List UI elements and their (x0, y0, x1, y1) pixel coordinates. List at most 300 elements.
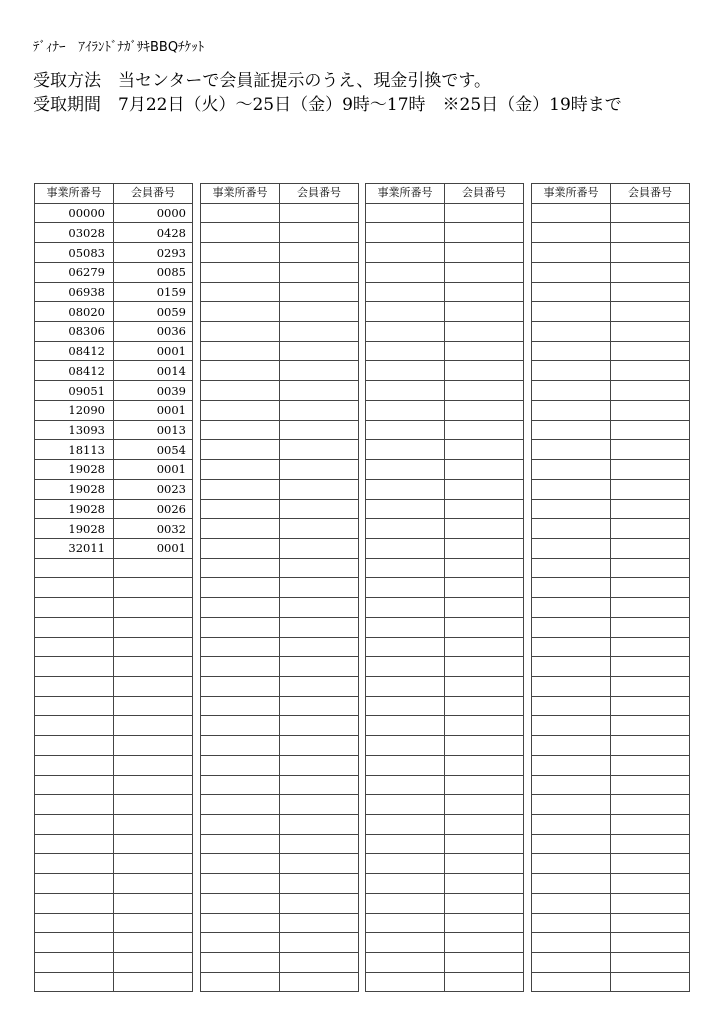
member-number-cell (114, 953, 193, 973)
table-row (366, 558, 524, 578)
office-number-cell (366, 519, 445, 539)
member-number-cell (280, 676, 359, 696)
office-number-cell (35, 558, 114, 578)
member-number-cell (445, 282, 524, 302)
member-number-cell: 0159 (114, 282, 193, 302)
office-number-cell (532, 243, 611, 263)
office-number-cell (35, 657, 114, 677)
member-number-cell: 0039 (114, 381, 193, 401)
table-row (201, 479, 359, 499)
table-row (532, 716, 690, 736)
table-row (366, 913, 524, 933)
table-row (532, 854, 690, 874)
office-number-cell: 19028 (35, 479, 114, 499)
document-title: ﾃﾞｨﾅｰ ｱｲﾗﾝﾄﾞﾅｶﾞｻｷBBQﾁｹｯﾄ (33, 40, 205, 55)
member-number-cell (114, 617, 193, 637)
table-row (532, 400, 690, 420)
member-number-cell: 0001 (114, 341, 193, 361)
office-number-cell (366, 223, 445, 243)
table-row (35, 578, 193, 598)
office-number-cell (201, 322, 280, 342)
table-row (532, 243, 690, 263)
member-number-cell (445, 617, 524, 637)
table-row (532, 578, 690, 598)
office-number-cell (201, 617, 280, 637)
member-number-cell (280, 302, 359, 322)
table-row (201, 578, 359, 598)
member-number-cell (280, 361, 359, 381)
office-number-cell (366, 400, 445, 420)
member-number-cell (280, 953, 359, 973)
office-number-cell (201, 736, 280, 756)
office-number-cell (532, 302, 611, 322)
member-number-cell (611, 538, 690, 558)
member-number-cell: 0001 (114, 538, 193, 558)
table-row (532, 341, 690, 361)
office-number-cell (532, 893, 611, 913)
member-number-cell (280, 400, 359, 420)
table-row (35, 795, 193, 815)
office-number-cell: 32011 (35, 538, 114, 558)
office-number-cell (201, 341, 280, 361)
table-header-row (532, 184, 690, 204)
table-row (35, 676, 193, 696)
member-number-cell (114, 834, 193, 854)
table-row (366, 874, 524, 894)
member-number-cell (611, 381, 690, 401)
office-number-cell (366, 460, 445, 480)
office-number-cell (366, 420, 445, 440)
office-number-cell (532, 775, 611, 795)
office-number-cell (532, 834, 611, 854)
office-number-cell (532, 933, 611, 953)
office-number-cell (532, 953, 611, 973)
pickup-method-text: 受取方法 当センターで会員証提示のうえ、現金引換です。 (33, 71, 491, 91)
office-number-cell (201, 755, 280, 775)
office-number-cell (201, 223, 280, 243)
member-number-cell (611, 953, 690, 973)
table-row (35, 341, 193, 361)
member-number-cell (445, 913, 524, 933)
table-row (366, 381, 524, 401)
office-number-cell (366, 972, 445, 992)
table-row (35, 637, 193, 657)
member-number-cell (445, 361, 524, 381)
table-row (532, 203, 690, 223)
office-number-cell (532, 854, 611, 874)
member-number-cell (114, 558, 193, 578)
table-row (201, 322, 359, 342)
office-number-cell (532, 676, 611, 696)
table-row (366, 696, 524, 716)
member-number-cell (280, 716, 359, 736)
office-number-cell (201, 538, 280, 558)
member-number-cell (445, 676, 524, 696)
office-number-cell (366, 736, 445, 756)
table-row (35, 302, 193, 322)
table-row (35, 519, 193, 539)
table-row (532, 381, 690, 401)
member-number-cell (445, 223, 524, 243)
member-number-cell (114, 637, 193, 657)
office-number-cell (532, 341, 611, 361)
member-number-cell (611, 341, 690, 361)
office-number-cell (35, 696, 114, 716)
member-number-cell (280, 558, 359, 578)
table-row (35, 558, 193, 578)
table-row (532, 440, 690, 460)
table-row (35, 893, 193, 913)
table-row (366, 657, 524, 677)
table-row (366, 637, 524, 657)
member-number-cell (611, 282, 690, 302)
table-row (201, 420, 359, 440)
member-number-cell (114, 972, 193, 992)
office-number-cell (35, 578, 114, 598)
member-number-cell: 0023 (114, 479, 193, 499)
member-number-cell (611, 874, 690, 894)
office-number-cell (201, 696, 280, 716)
office-number-cell (201, 953, 280, 973)
office-number-cell (366, 243, 445, 263)
office-number-cell (201, 815, 280, 835)
office-number-cell (201, 775, 280, 795)
table-row (366, 953, 524, 973)
office-number-header: 事業所番号 (201, 184, 280, 204)
member-number-cell (611, 775, 690, 795)
table-row (35, 953, 193, 973)
member-number-cell (114, 775, 193, 795)
table-row (366, 479, 524, 499)
member-number-cell (611, 657, 690, 677)
pickup-period-text: 受取期間 7月22日（火）～25日（金）9時～17時 ※25日（金）19時まで (33, 95, 622, 115)
office-number-cell (366, 815, 445, 835)
member-number-cell: 0001 (114, 460, 193, 480)
office-number-cell (532, 460, 611, 480)
table-row (532, 893, 690, 913)
member-number-cell (611, 617, 690, 637)
member-number-cell (280, 696, 359, 716)
office-number-cell (201, 499, 280, 519)
member-number-cell (611, 519, 690, 539)
member-number-cell: 0026 (114, 499, 193, 519)
office-number-cell: 19028 (35, 499, 114, 519)
office-number-cell (366, 657, 445, 677)
member-number-cell (280, 479, 359, 499)
table-row (35, 913, 193, 933)
table-row (366, 617, 524, 637)
member-number-cell (445, 893, 524, 913)
member-number-cell (114, 933, 193, 953)
table-row (35, 223, 193, 243)
member-number-cell (445, 953, 524, 973)
member-number-cell (280, 755, 359, 775)
member-number-cell (445, 341, 524, 361)
table-row (366, 893, 524, 913)
table-row (366, 598, 524, 618)
member-number-cell (611, 637, 690, 657)
table-row (201, 716, 359, 736)
table-row (201, 775, 359, 795)
table-row (201, 223, 359, 243)
table-row (201, 834, 359, 854)
office-number-cell (35, 972, 114, 992)
table-row (366, 815, 524, 835)
member-number-cell: 0000 (114, 203, 193, 223)
office-number-cell (201, 795, 280, 815)
member-number-cell (280, 854, 359, 874)
office-number-cell: 03028 (35, 223, 114, 243)
office-number-cell (532, 696, 611, 716)
member-number-cell (280, 243, 359, 263)
office-number-cell (366, 558, 445, 578)
office-number-cell (532, 400, 611, 420)
member-number-cell (611, 676, 690, 696)
office-number-cell: 13093 (35, 420, 114, 440)
table-row (532, 617, 690, 637)
member-number-cell (445, 578, 524, 598)
office-number-cell (201, 874, 280, 894)
table-row (35, 775, 193, 795)
table-row (201, 736, 359, 756)
member-number-cell (445, 736, 524, 756)
office-number-cell (532, 913, 611, 933)
office-number-cell (532, 657, 611, 677)
office-number-cell (201, 598, 280, 618)
member-number-cell (611, 361, 690, 381)
table-row (35, 657, 193, 677)
office-number-cell (201, 933, 280, 953)
table-row (366, 420, 524, 440)
member-number-cell (445, 834, 524, 854)
member-number-cell (611, 815, 690, 835)
office-number-cell (366, 341, 445, 361)
office-number-cell (35, 834, 114, 854)
member-number-cell (280, 834, 359, 854)
office-number-cell (35, 795, 114, 815)
office-number-cell (532, 361, 611, 381)
table-row (532, 558, 690, 578)
office-number-cell (201, 262, 280, 282)
member-number-cell (445, 854, 524, 874)
table-row (201, 302, 359, 322)
table-row (201, 854, 359, 874)
office-number-cell (532, 440, 611, 460)
member-number-cell (611, 913, 690, 933)
table-header-row (201, 184, 359, 204)
office-number-cell (532, 716, 611, 736)
office-number-cell (366, 499, 445, 519)
table-row (366, 203, 524, 223)
member-number-cell (280, 598, 359, 618)
member-number-cell (445, 815, 524, 835)
table-row (532, 598, 690, 618)
member-number-cell (114, 874, 193, 894)
member-number-cell (280, 322, 359, 342)
member-number-cell (280, 223, 359, 243)
office-number-cell (201, 479, 280, 499)
office-number-cell (532, 637, 611, 657)
office-number-cell (366, 617, 445, 637)
office-number-cell (366, 538, 445, 558)
member-number-cell (445, 716, 524, 736)
table-row (366, 755, 524, 775)
member-number-cell (114, 676, 193, 696)
table-row (366, 341, 524, 361)
office-number-cell (201, 913, 280, 933)
table-row (532, 223, 690, 243)
member-number-cell (280, 657, 359, 677)
member-number-cell (114, 795, 193, 815)
office-number-cell (532, 815, 611, 835)
member-number-cell (611, 499, 690, 519)
office-number-cell (201, 893, 280, 913)
member-table-2 (200, 183, 359, 992)
office-number-cell (366, 775, 445, 795)
member-number-cell (280, 795, 359, 815)
table-row (532, 282, 690, 302)
office-number-cell (35, 953, 114, 973)
member-number-cell (280, 815, 359, 835)
office-number-cell (366, 322, 445, 342)
table-row (366, 834, 524, 854)
office-number-cell (201, 716, 280, 736)
member-number-cell (611, 716, 690, 736)
member-number-cell (445, 657, 524, 677)
office-number-header: 事業所番号 (35, 184, 114, 204)
office-number-cell (532, 617, 611, 637)
member-number-cell (611, 243, 690, 263)
office-number-cell (532, 755, 611, 775)
table-row (201, 953, 359, 973)
member-number-cell (280, 913, 359, 933)
office-number-cell: 00000 (35, 203, 114, 223)
table-row (366, 795, 524, 815)
table-row (366, 933, 524, 953)
office-number-cell (35, 854, 114, 874)
table-row (532, 262, 690, 282)
table-row (35, 400, 193, 420)
table-row (35, 420, 193, 440)
office-number-cell (532, 972, 611, 992)
table-row (532, 460, 690, 480)
table-row (532, 755, 690, 775)
table-row (201, 972, 359, 992)
member-number-cell (445, 519, 524, 539)
member-number-cell: 0014 (114, 361, 193, 381)
member-number-cell (611, 400, 690, 420)
office-number-cell (532, 558, 611, 578)
member-number-cell (611, 420, 690, 440)
table-row (201, 558, 359, 578)
office-number-cell (201, 834, 280, 854)
table-row (201, 815, 359, 835)
member-number-cell (280, 637, 359, 657)
table-row (532, 499, 690, 519)
member-number-cell (280, 381, 359, 401)
member-number-cell (445, 420, 524, 440)
table-row (366, 440, 524, 460)
member-number-cell: 0293 (114, 243, 193, 263)
office-number-cell (532, 598, 611, 618)
office-number-cell (532, 578, 611, 598)
member-number-cell (611, 598, 690, 618)
table-row (532, 676, 690, 696)
member-number-cell (280, 617, 359, 637)
member-number-cell: 0036 (114, 322, 193, 342)
table-row (201, 657, 359, 677)
table-row (366, 676, 524, 696)
member-number-cell (445, 302, 524, 322)
table-row (532, 795, 690, 815)
office-number-cell (532, 381, 611, 401)
table-row (201, 933, 359, 953)
table-row (201, 499, 359, 519)
table-row (366, 499, 524, 519)
member-number-cell: 0428 (114, 223, 193, 243)
member-number-cell (280, 262, 359, 282)
office-number-cell (35, 755, 114, 775)
table-row (366, 282, 524, 302)
member-number-cell (611, 696, 690, 716)
office-number-cell: 06938 (35, 282, 114, 302)
table-row (35, 716, 193, 736)
member-number-cell (445, 558, 524, 578)
office-number-cell (35, 637, 114, 657)
table-row (35, 243, 193, 263)
member-number-cell (611, 834, 690, 854)
office-number-cell (532, 499, 611, 519)
member-number-cell (280, 933, 359, 953)
table-row (532, 696, 690, 716)
member-number-cell (114, 736, 193, 756)
table-row (35, 322, 193, 342)
member-number-cell (280, 341, 359, 361)
table-row (35, 282, 193, 302)
table-row (366, 460, 524, 480)
office-number-cell (201, 243, 280, 263)
table-row (201, 696, 359, 716)
table-header-row (35, 184, 193, 204)
table-row (366, 243, 524, 263)
office-number-cell (366, 913, 445, 933)
table-row (35, 499, 193, 519)
table-row (35, 972, 193, 992)
member-number-cell (445, 933, 524, 953)
office-number-cell (201, 519, 280, 539)
office-number-cell (201, 854, 280, 874)
office-number-cell: 08412 (35, 361, 114, 381)
table-row (35, 361, 193, 381)
table-row (366, 854, 524, 874)
office-number-cell (201, 282, 280, 302)
table-row (35, 460, 193, 480)
member-number-cell (445, 538, 524, 558)
office-number-cell (35, 716, 114, 736)
office-number-cell: 08306 (35, 322, 114, 342)
table-row (532, 361, 690, 381)
table-row (532, 736, 690, 756)
table-row (532, 657, 690, 677)
office-number-cell (201, 460, 280, 480)
office-number-cell (35, 933, 114, 953)
table-row (35, 598, 193, 618)
office-number-cell (366, 893, 445, 913)
office-number-cell (366, 874, 445, 894)
table-row (35, 933, 193, 953)
member-number-header: 会員番号 (611, 184, 690, 204)
table-row (366, 716, 524, 736)
